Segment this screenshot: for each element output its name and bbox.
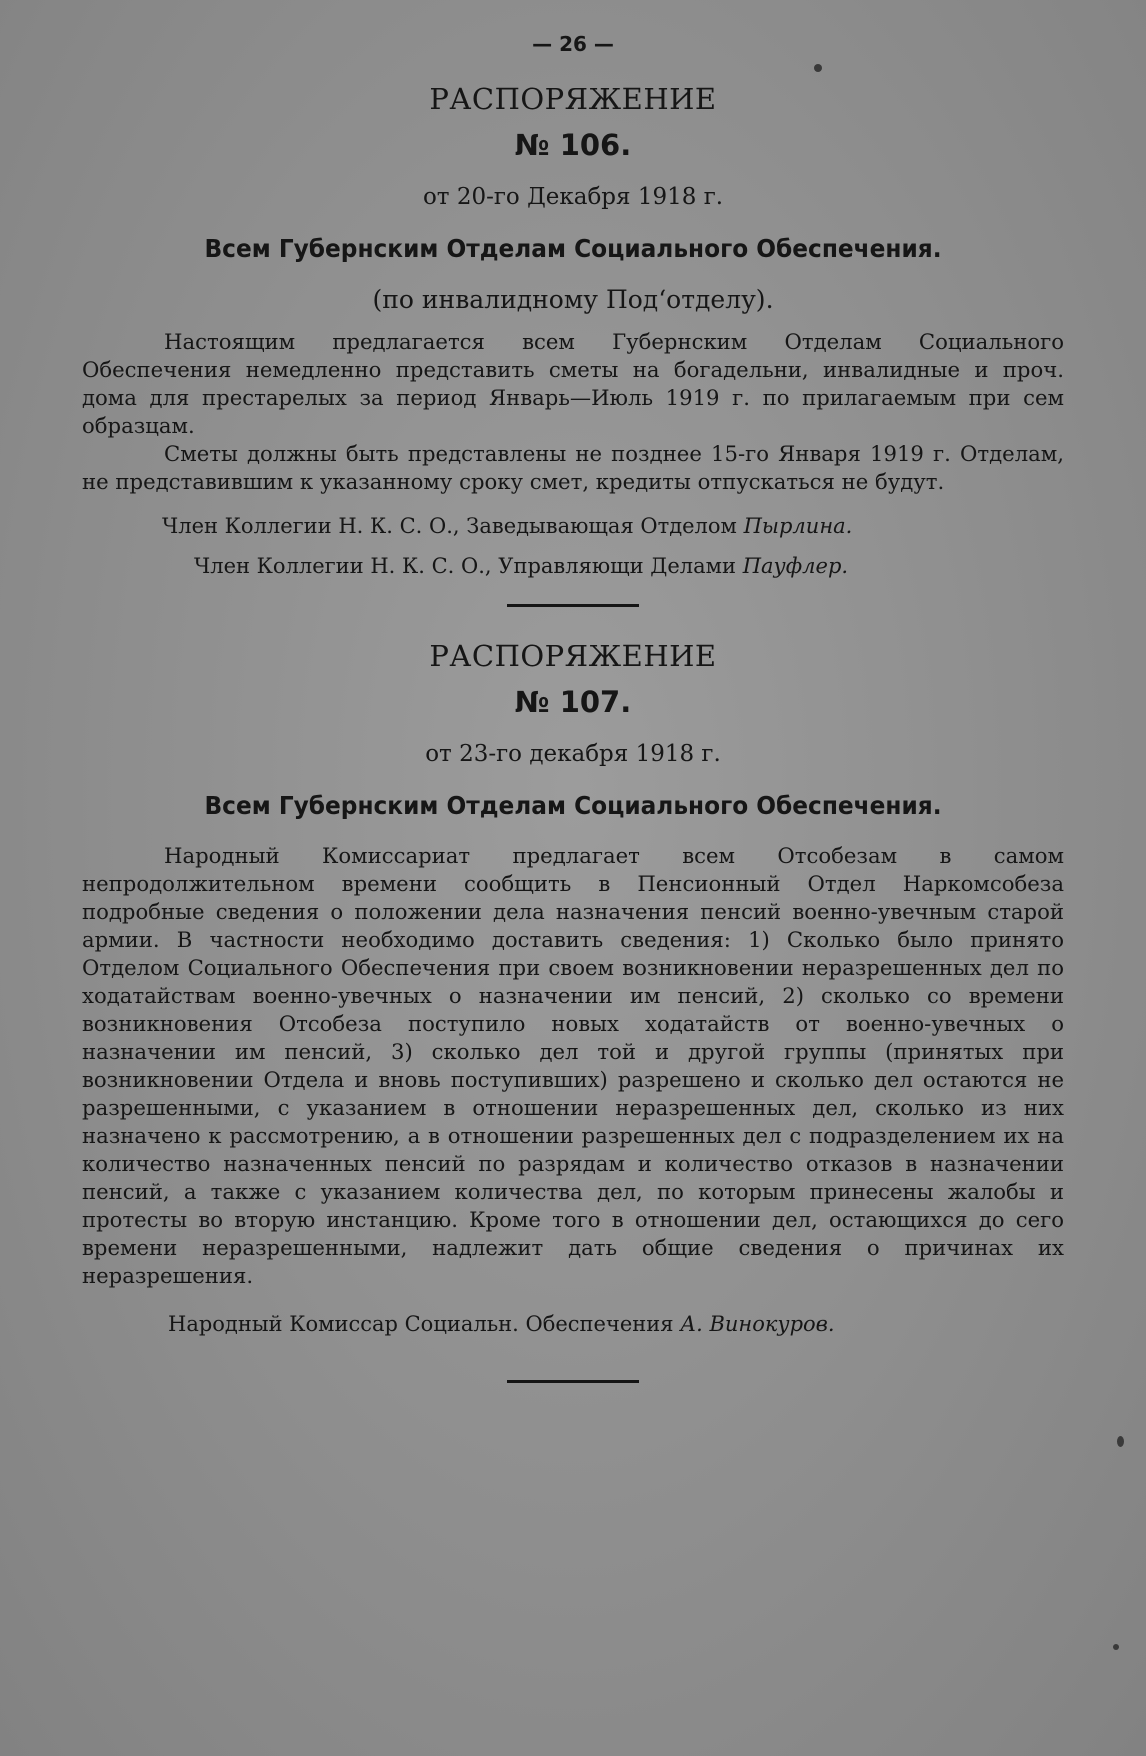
order-paragraph: Сметы должны быть представлены не позднее 15-го Января 1919 г. Отделам, не представившим к указанному сроку смет, кредиты отпускаться не будут.	[82, 441, 1064, 494]
order-subtitle: (по инвалидному Под‘отделу).	[372, 285, 774, 314]
ink-speck	[1113, 1644, 1119, 1650]
order-addressee: Всем Губернским Отделам Социального Обеспечения.	[204, 791, 942, 820]
signature-line	[82, 514, 1064, 538]
section-divider	[507, 604, 639, 607]
order-paragraph: Народный Комиссариат предлагает всем Отсобезам в самом непродолжительном времени сообщить в Пенсионный Отдел Наркомсобеза подробные сведения о положении дела назначения пенсий военно-увечным старой армии. В частности необходимо доставить сведения: 1) Сколько было принято Отделом Социального Обеспечения при своем возникновении неразрешенных дел по ходатайствам военно-увечных о назначении им пенсий, 2) сколько со времени возникновения Отсобеза поступило новых ходатайств от военно-увечных о назначении им пенсий, 3) сколько дел той и другой группы (принятых при возникновении Отдела и вновь поступивших) разрешено и сколько дел остаются не разрешенными, с указанием в отношении неразрешенных дел, сколько из них назначено к рассмотрению, а в отношении разрешенных дел с подразделением их на количество назначенных пенсий по разрядам и количество отказов в назначении пенсий, а также с указанием количества дел, по которым принесены жалобы и протесты во вторую инстанцию. Кроме того в отношении дел, остающихся до сего времени неразрешенными, надлежит дать общие сведения о причинах их неразрешения.	[82, 843, 1064, 1288]
order-106	[82, 82, 1064, 578]
order-paragraph: Настоящим предлагается всем Губернским Отделам Социального Обеспечения немедленно представить сметы на богадельни, инвалидные и проч. дома для престарелых за период Январь—Июль 1919 г. по прилагаемым при сем образцам.	[82, 329, 1064, 438]
order-107	[82, 639, 1064, 1336]
signature-title: Народный Комиссар Социальн. Обеспечения	[168, 1312, 674, 1336]
section-divider	[507, 1380, 639, 1383]
order-addressee: Всем Губернским Отделам Социального Обеспечения.	[204, 234, 942, 263]
signature-title: Член Коллегии Н. К. С. О., Заведывающая Отделом	[162, 514, 737, 538]
order-date: от 23-го декабря 1918 г.	[425, 741, 721, 767]
signature-title: Член Коллегии Н. К. С. О., Управляющи Делами	[194, 554, 736, 578]
order-heading: РАСПОРЯЖЕНИЕ	[429, 82, 717, 116]
signature-name: А. Винокуров.	[680, 1312, 835, 1336]
order-heading: РАСПОРЯЖЕНИЕ	[429, 639, 717, 673]
signature-line	[82, 1312, 1064, 1336]
ink-speck	[814, 64, 822, 72]
signature-line	[82, 554, 1064, 578]
signature-name: Пауфлер.	[742, 554, 849, 578]
order-number: № 107.	[514, 685, 632, 719]
ink-speck	[1117, 1436, 1124, 1447]
page-number: — 26 —	[532, 32, 614, 56]
order-number: № 106.	[514, 128, 632, 162]
order-date: от 20-го Декабря 1918 г.	[422, 184, 724, 210]
signature-name: Пырлина.	[743, 514, 853, 538]
